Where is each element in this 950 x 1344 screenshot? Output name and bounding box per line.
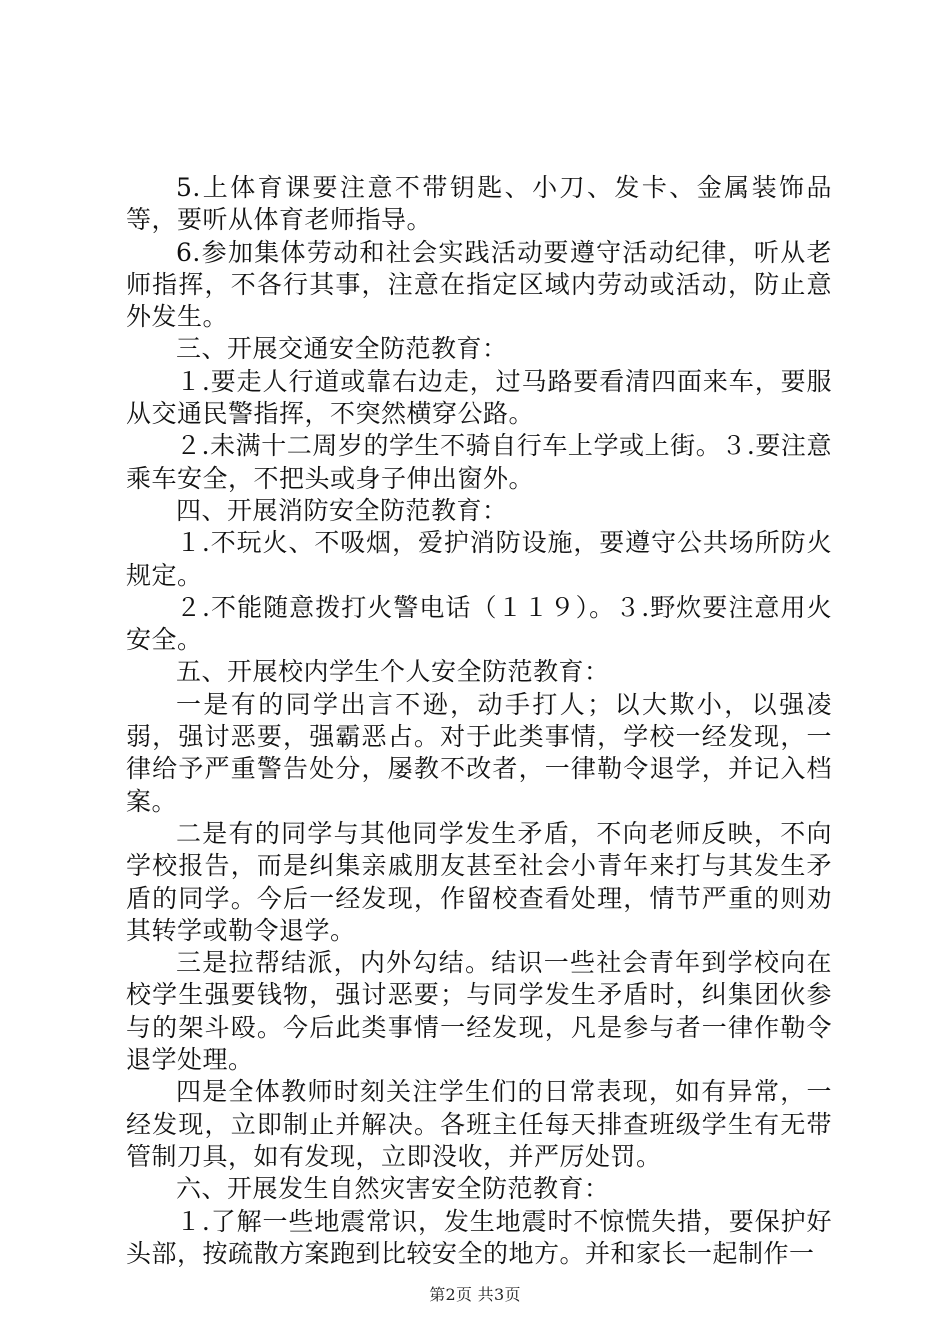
paragraph: 5.上体育课要注意不带钥匙、小刀、发卡、金属装饰品等，要听从体育老师指导。 [126,173,832,235]
paragraph: 四是全体教师时刻关注学生们的日常表现，如有异常，一经发现，立即制止并解决。各班主任每天排查班级学生有无带管制刀具，如有发现，立即没收，并严厉处罚。 [126,1077,832,1171]
paragraph: 一是有的同学出言不逊，动手打人；以大欺小，以强凌弱，强讨恶要，强霸恶占。对于此类事情，学校一经发现，一律给予严重警告处分，屡教不改者，一律勒令退学，并记入档案。 [126,689,832,816]
paragraph: 二是有的同学与其他同学发生矛盾，不向老师反映，不向学校报告，而是纠集亲戚朋友甚至社会小青年来打与其发生矛盾的同学。今后一经发现，作留校查看处理，情节严重的则劝其转学或勒令退学。 [126,818,832,945]
section-heading: 六、开展发生自然灾害安全防范教育： [176,1174,610,1204]
paragraph: 三是拉帮结派，内外勾结。结识一些社会青年到学校向在校学生强要钱物，强讨恶要；与同学发生矛盾时，纠集团伙参与的架斗殴。今后此类事情一经发现，凡是参与者一律作勒令退学处理。 [126,948,832,1075]
section-heading: 三、开展交通安全防范教育： [176,334,508,364]
paragraph: ２.不能随意拨打火警电话（１１９）。３.野炊要注意用火安全。 [126,592,832,655]
document-body [126,172,832,1270]
paragraph: 6.参加集体劳动和社会实践活动要遵守活动纪律，听从老师指挥，不各行其事，注意在指定区域内劳动或活动，防止意外发生。 [126,237,832,332]
paragraph: １.要走人行道或靠右边走，过马路要看清四面来车，要服从交通民警指挥，不突然横穿公路。 [126,366,832,429]
section-heading: 五、开展校内学生个人安全防范教育： [176,657,610,687]
section-heading: 四、开展消防安全防范教育： [176,495,508,525]
paragraph: １.了解一些地震常识，发生地震时不惊慌失措，要保护好头部，按疏散方案跑到比较安全的地方。并和家长一起制作一 [126,1206,832,1268]
paragraph: １.不玩火、不吸烟，爱护消防设施，要遵守公共场所防火规定。 [126,528,832,590]
paragraph: ２.未满十二周岁的学生不骑自行车上学或上街。３.要注意乘车安全，不把头或身子伸出窗外。 [126,431,832,493]
page-number-footer: 第2页 共3页 [429,1285,521,1304]
